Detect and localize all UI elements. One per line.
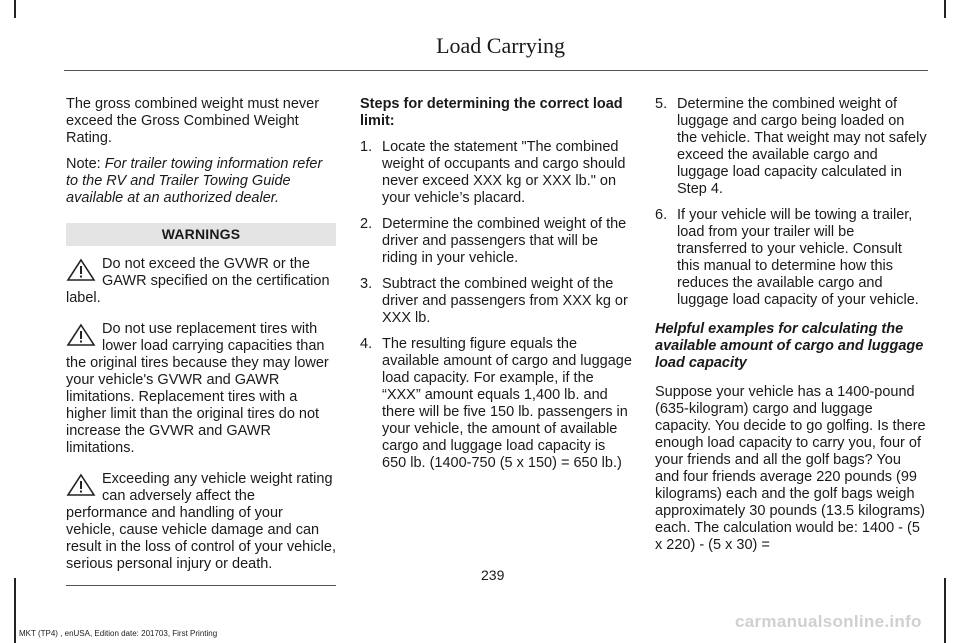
warning-triangle-icon — [66, 473, 96, 497]
step-number: 1. — [360, 139, 373, 155]
list-item — [360, 139, 632, 207]
list-item — [360, 336, 632, 472]
warning-item — [66, 471, 336, 573]
step-text: Locate the statement "The combined weight of occupants and cargo should never exceed XXX kg or XXX lb." on your vehicle’s placard. — [382, 139, 626, 206]
crop-mark-bottom-right-v — [944, 578, 946, 643]
step-text: If your vehicle will be towing a trailer, load from your trailer will be transferred to your vehicle. Consult this manual to determine how this reduces the available cargo and luggage load capacity of your vehicle. — [677, 207, 919, 308]
warning-item — [66, 321, 336, 457]
page-number: 239 — [481, 567, 505, 583]
intro-paragraph: The gross combined weight must never exceed the Gross Combined Weight Rating. — [66, 96, 320, 146]
warning-item — [66, 256, 336, 307]
step-text: Determine the combined weight of luggage and cargo being loaded on the vehicle. That weight may not safely exceed the available cargo and luggage load capacity calculated in Step 4. — [677, 96, 927, 197]
list-item — [655, 207, 927, 309]
warning-text: Exceeding any vehicle weight rating can adversely affect the performance and handling of your vehicle, cause vehicle damage and can result in the loss of control of your vehicle, serious personal injury or death. — [66, 471, 336, 572]
warning-triangle-icon — [66, 323, 96, 347]
edition-footer: MKT (TP4) , enUSA, Edition date: 201703, First Printing — [19, 629, 218, 638]
note-label: Note: — [66, 156, 101, 172]
step-number: 5. — [655, 96, 668, 112]
warning-text: Do not use replacement tires with lower load carrying capacities than the original tires because they may lower your vehicle's GVWR and GAWR limitations. Replacement tires with a higher limit than the original tires do not increase the GVWR and GAWR limitations. — [66, 321, 329, 456]
step-text: Subtract the combined weight of the driver and passengers from XXX kg or XXX lb. — [382, 276, 628, 326]
warning-triangle-icon — [66, 258, 96, 282]
column-right — [655, 96, 927, 563]
column-left — [66, 96, 336, 586]
page-title: Load Carrying — [436, 33, 565, 58]
step-number: 3. — [360, 276, 373, 292]
watermark: carmanualsonline.info — [735, 612, 922, 631]
crop-mark-top-left-v — [14, 0, 16, 18]
warnings-bottom-rule — [66, 585, 336, 586]
header-divider — [64, 70, 928, 71]
note-paragraph — [66, 156, 336, 207]
crop-mark-bottom-left-v — [14, 578, 16, 643]
steps-list — [360, 139, 632, 472]
steps-heading: Steps for determining the correct load limit: — [360, 96, 623, 129]
list-item — [360, 216, 632, 267]
note-text: For trailer towing information refer to the RV and Trailer Towing Guide available at an authorized dealer. — [66, 156, 323, 206]
list-item — [655, 96, 927, 198]
step-text: The resulting figure equals the available amount of cargo and luggage load capacity. For example, if the “XXX” amount equals 1,400 lb. and there will be five 150 lb. passengers in your vehicle, the amount of available cargo and luggage load capacity is 650 lb. (1400-750 (5 x 150) = 650 lb.) — [382, 336, 632, 471]
step-number: 4. — [360, 336, 373, 352]
examples-heading: Helpful examples for calculating the available amount of cargo and luggage load capacity — [655, 321, 924, 371]
column-middle — [360, 96, 632, 481]
step-number: 2. — [360, 216, 373, 232]
examples-paragraph: Suppose your vehicle has a 1400-pound (635-kilogram) cargo and luggage capacity. You decide to go golfing. Is there enough load capacity to carry you, four of your friends and all the golf bags? You and four friends average 220 pounds (99 kilograms) each and the golf bags weigh approximately 30 pounds (13.5 kilograms) each. The calculation would be: 1400 - (5 x 220) - (5 x 30) = — [655, 384, 926, 553]
list-item — [360, 276, 632, 327]
crop-mark-top-right-v — [944, 0, 946, 18]
warnings-heading: WARNINGS — [66, 223, 336, 246]
steps-list-continued — [655, 96, 927, 309]
step-text: Determine the combined weight of the driver and passengers that will be riding in your vehicle. — [382, 216, 627, 266]
step-number: 6. — [655, 207, 668, 223]
warning-text: Do not exceed the GVWR or the GAWR specified on the certification label. — [66, 256, 330, 306]
